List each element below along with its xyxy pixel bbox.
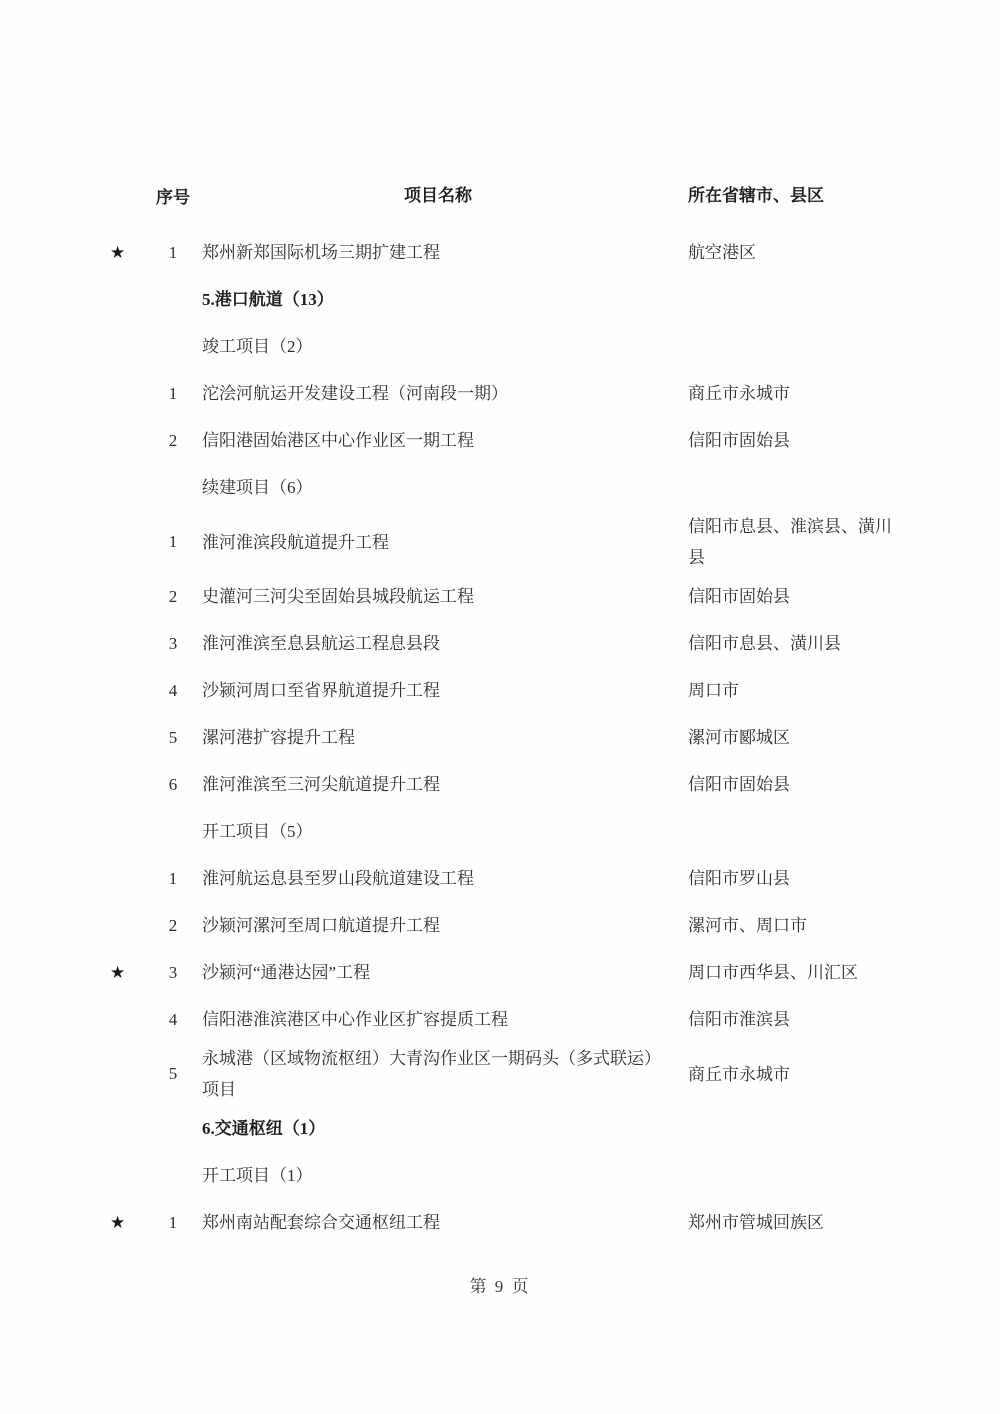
project-location: 信阳市息县、潢川县 [688, 634, 841, 653]
header-num: 序号 [156, 188, 190, 207]
section-heading-row [108, 276, 908, 323]
row-number: 2 [168, 430, 178, 450]
row-number: 2 [168, 586, 178, 606]
subsection-heading-row [108, 1152, 908, 1199]
row-number: 4 [168, 1009, 178, 1029]
project-row [108, 417, 908, 464]
project-row [108, 620, 908, 667]
project-row [108, 902, 908, 949]
project-location: 漯河市郾城区 [688, 728, 790, 747]
project-location: 信阳市淮滨县 [688, 1010, 790, 1029]
row-number: 1 [168, 868, 178, 888]
project-row [108, 714, 908, 761]
project-name: 永城港（区域物流枢纽）大青沟作业区一期码头（多式联运）项目 [202, 1049, 661, 1099]
project-name: 信阳港淮滨港区中心作业区扩容提质工程 [202, 1010, 508, 1029]
project-location: 信阳市息县、淮滨县、潢川县 [688, 517, 892, 567]
row-number: 3 [168, 633, 178, 653]
project-name: 淮河淮滨段航道提升工程 [202, 532, 389, 552]
subsection-heading-row [108, 464, 908, 511]
section-heading-row [108, 1105, 908, 1152]
project-name: 漯河港扩容提升工程 [202, 728, 355, 747]
project-name: 淮河淮滨至三河尖航道提升工程 [202, 775, 440, 794]
heading-text: 6.交通枢纽（1） [202, 1119, 326, 1138]
project-location: 商丘市永城市 [688, 1064, 790, 1084]
star-icon: ★ [110, 963, 126, 982]
project-name: 沱浍河航运开发建设工程（河南段一期） [202, 384, 508, 403]
star-icon: ★ [110, 1213, 126, 1232]
row-number: 1 [168, 532, 178, 551]
project-row [108, 761, 908, 808]
project-location: 信阳市固始县 [688, 775, 790, 794]
row-number: 3 [168, 962, 178, 982]
star-icon: ★ [110, 243, 126, 262]
project-name: 史灌河三河尖至固始县城段航运工程 [202, 587, 474, 606]
row-number: 1 [168, 383, 178, 403]
project-location: 航空港区 [688, 243, 756, 262]
project-location: 信阳市罗山县 [688, 869, 790, 888]
heading-text: 续建项目（6） [202, 478, 313, 497]
heading-text: 5.港口航道（13） [202, 290, 334, 309]
subsection-heading-row [108, 323, 908, 370]
heading-text: 竣工项目（2） [202, 337, 313, 356]
project-name: 郑州南站配套综合交通枢纽工程 [202, 1213, 440, 1232]
project-row [108, 667, 908, 714]
project-location: 周口市 [688, 681, 739, 700]
project-row [108, 1043, 908, 1105]
page-number: 第 9 页 [469, 1277, 531, 1296]
heading-text: 开工项目（1） [202, 1166, 313, 1185]
project-row [108, 573, 908, 620]
project-location: 周口市西华县、川汇区 [688, 963, 858, 982]
project-name: 信阳港固始港区中心作业区一期工程 [202, 431, 474, 450]
row-number: 1 [168, 242, 178, 262]
row-number: 5 [168, 1064, 178, 1083]
project-location: 信阳市固始县 [688, 587, 790, 606]
project-row [108, 511, 908, 573]
project-row [108, 996, 908, 1043]
project-row [108, 370, 908, 417]
header-name: 项目名称 [404, 186, 472, 205]
project-name: 淮河航运息县至罗山段航道建设工程 [202, 869, 474, 888]
project-name: 淮河淮滨至息县航运工程息县段 [202, 634, 440, 653]
row-number: 1 [168, 1212, 178, 1232]
project-location: 商丘市永城市 [688, 384, 790, 403]
project-name: 沙颍河漯河至周口航道提升工程 [202, 916, 440, 935]
table-header-row [108, 172, 908, 219]
header-location: 所在省辖市、县区 [688, 186, 824, 205]
heading-text: 开工项目（5） [202, 822, 313, 841]
row-number: 4 [168, 680, 178, 700]
row-number: 6 [168, 774, 178, 794]
project-row [108, 1199, 908, 1246]
project-location: 漯河市、周口市 [688, 916, 807, 935]
row-number: 5 [168, 727, 178, 747]
project-row [108, 855, 908, 902]
project-row [108, 229, 908, 276]
project-location: 郑州市管城回族区 [688, 1213, 824, 1232]
project-name: 郑州新郑国际机场三期扩建工程 [202, 243, 440, 262]
project-name: 沙颍河“通港达园”工程 [202, 963, 371, 982]
row-number: 2 [168, 915, 178, 935]
project-location: 信阳市固始县 [688, 431, 790, 450]
project-row [108, 949, 908, 996]
project-table-body [108, 229, 908, 1246]
subsection-heading-row [108, 808, 908, 855]
project-name: 沙颍河周口至省界航道提升工程 [202, 681, 440, 700]
